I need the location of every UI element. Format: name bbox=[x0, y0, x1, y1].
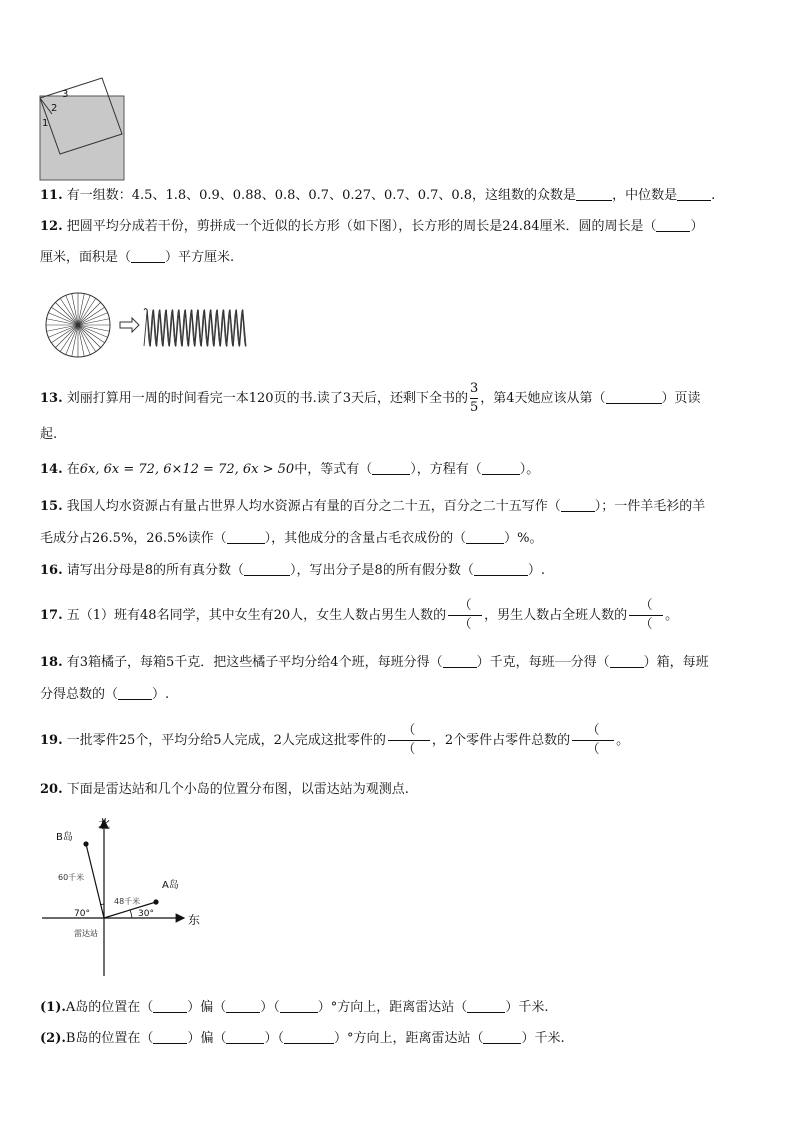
question-number: 18. bbox=[40, 655, 63, 670]
question-text: ）；一件羊毛衫的羊 bbox=[594, 499, 706, 514]
radar-station-label: 雷达站 bbox=[74, 929, 98, 938]
radar-position-diagram bbox=[38, 812, 218, 982]
fraction-answer-blank[interactable] bbox=[448, 598, 482, 633]
arrow-icon bbox=[120, 318, 139, 332]
question-text: ）千米. bbox=[521, 1031, 565, 1046]
question-text: 有一组数：4.5、1.8、0.9、0.88、0.8、0.7、0.27、0.7、0.7、0.8，这组数的众数是 bbox=[66, 188, 577, 203]
question-text: 下面是雷达站和几个小岛的位置分布图，以雷达站为观测点. bbox=[66, 782, 409, 797]
question-text: ，2个零件占零件总数的 bbox=[431, 733, 571, 748]
answer-blank-improper-fractions[interactable] bbox=[474, 562, 528, 576]
answer-blank-distance[interactable] bbox=[483, 1030, 521, 1044]
answer-blank-distance[interactable] bbox=[467, 999, 505, 1013]
question-text: A岛的位置在（ bbox=[65, 1000, 154, 1015]
a-island-point bbox=[153, 899, 158, 904]
question-number: 11. bbox=[40, 188, 63, 203]
a-distance-label: 48千米 bbox=[114, 897, 141, 906]
answer-blank-proper-fractions[interactable] bbox=[244, 562, 290, 576]
fraction-answer-blank[interactable] bbox=[572, 723, 614, 758]
rotated-square-figure bbox=[38, 76, 128, 182]
question-number: 13. bbox=[40, 391, 63, 406]
answer-blank-other-percent[interactable] bbox=[466, 530, 504, 544]
paren: （ bbox=[639, 617, 653, 632]
question-number: 20. bbox=[40, 782, 63, 797]
question-text: ）偏（ bbox=[187, 1000, 227, 1015]
answer-blank-angle[interactable] bbox=[280, 999, 318, 1013]
sector-circle bbox=[46, 293, 110, 357]
angle-arc-a bbox=[130, 910, 132, 918]
question-14 bbox=[40, 461, 539, 479]
question-text: ，第4天她应该从第（ bbox=[480, 391, 606, 406]
question-text: 分得总数的（ bbox=[40, 687, 119, 702]
question-text: 刘丽打算用一周的时间看完一本120页的书.读了3天后，还剩下全书的 bbox=[66, 391, 468, 406]
a-island-label: A岛 bbox=[162, 880, 179, 891]
question-text: ）平方厘米. bbox=[165, 250, 235, 265]
question-12 bbox=[40, 218, 704, 236]
angle-b-label: 70° bbox=[74, 909, 90, 919]
question-text: ）偏（ bbox=[187, 1031, 227, 1046]
paren: （ bbox=[586, 723, 600, 738]
angle-a-label: 30° bbox=[138, 909, 154, 919]
fraction-numerator: 3 bbox=[469, 381, 479, 396]
answer-blank-median[interactable] bbox=[677, 187, 711, 201]
question-text: 起. bbox=[40, 427, 58, 442]
question-text: ，中位数是 bbox=[612, 188, 678, 203]
question-number: 15. bbox=[40, 499, 63, 514]
question-text: 在 bbox=[66, 462, 80, 477]
angle-label-3: 3 bbox=[62, 89, 69, 100]
question-text: ），方程有（ bbox=[410, 462, 482, 477]
answer-blank-direction-2[interactable] bbox=[226, 999, 260, 1013]
question-20 bbox=[40, 781, 409, 799]
b-island-point bbox=[83, 841, 88, 846]
question-text: 分得（ bbox=[570, 655, 610, 670]
answer-blank-equation-solutions[interactable] bbox=[482, 461, 520, 475]
question-text: 请写出分母是8的所有真分数（ bbox=[66, 563, 245, 578]
east-label: 东 bbox=[188, 913, 201, 927]
answer-blank-direction-1[interactable] bbox=[153, 1030, 187, 1044]
b-island-line bbox=[86, 844, 104, 918]
question-13-line2 bbox=[40, 426, 57, 444]
question-15 bbox=[40, 498, 705, 516]
question-17 bbox=[40, 597, 678, 635]
question-19 bbox=[40, 722, 629, 760]
question-text: 一批零件25个，平均分给5人完成，2人完成这批零件的 bbox=[66, 733, 386, 748]
angle-label-1: 1 bbox=[42, 118, 49, 129]
answer-blank-mode[interactable] bbox=[576, 187, 612, 201]
fraction bbox=[470, 381, 478, 416]
question-number: 12. bbox=[40, 219, 63, 234]
answer-blank-boxes[interactable] bbox=[610, 654, 644, 668]
question-number: 17. bbox=[40, 608, 63, 623]
paren: （ bbox=[458, 617, 472, 632]
question-text: 五（1）班有48名同学，其中女生有20人，女生人数占男生人数的 bbox=[66, 608, 447, 623]
circle-to-rectangle-figure bbox=[44, 290, 254, 362]
answer-blank-area[interactable] bbox=[131, 249, 165, 263]
question-text: ）千米. bbox=[505, 1000, 549, 1015]
angle-label-2: 2 bbox=[51, 103, 58, 114]
question-text: 毛成分占26.5%，26.5%读作（ bbox=[40, 531, 227, 546]
question-20-part-2 bbox=[40, 1030, 565, 1048]
answer-blank-percent-write[interactable] bbox=[561, 498, 595, 512]
question-text: ）箱，每班 bbox=[643, 655, 709, 670]
question-text: ）°方向上，距离雷达站（ bbox=[317, 1000, 468, 1015]
question-13 bbox=[40, 381, 701, 416]
answer-blank-equations[interactable] bbox=[372, 461, 410, 475]
question-20-part-1 bbox=[40, 999, 548, 1017]
question-text: ）%。 bbox=[504, 531, 543, 546]
question-18-line2 bbox=[40, 686, 169, 704]
question-text: ）. bbox=[152, 687, 170, 702]
question-text: ）页读 bbox=[661, 391, 701, 406]
question-text: 有3箱橘子，每箱5千克．把这些橘子平均分给4个班，每班分得（ bbox=[66, 655, 443, 670]
question-text: ）°方向上，距离雷达站（ bbox=[333, 1031, 484, 1046]
question-text: 我国人均水资源占有量占世界人均水资源占有量的百分之二十五，百分之二十五写作（ bbox=[66, 499, 561, 514]
question-text: ）（ bbox=[260, 1000, 280, 1015]
zigzag-rectangle bbox=[144, 309, 246, 347]
paren: （ bbox=[458, 598, 472, 613]
question-11 bbox=[40, 187, 715, 205]
question-text: ），其他成分的含量占毛衣成份的（ bbox=[264, 531, 467, 546]
paren: （ bbox=[402, 723, 416, 738]
answer-blank-percent-read[interactable] bbox=[227, 530, 265, 544]
question-text: 厘米，面积是（ bbox=[40, 250, 132, 265]
question-text: ）. bbox=[527, 563, 545, 578]
answer-blank-kg[interactable] bbox=[443, 654, 477, 668]
fraction-answer-blank[interactable] bbox=[629, 598, 663, 633]
paren: （ bbox=[639, 598, 653, 613]
question-text: B岛的位置在（ bbox=[65, 1031, 154, 1046]
paren: （ bbox=[586, 742, 600, 757]
answer-blank-angle[interactable] bbox=[284, 1030, 334, 1044]
paren: （ bbox=[402, 742, 416, 757]
question-text: ），写出分子是8的所有假分数（ bbox=[290, 563, 474, 578]
answer-blank-direction-2[interactable] bbox=[226, 1030, 264, 1044]
answer-blank-circumference[interactable] bbox=[656, 218, 690, 232]
answer-blank-direction-1[interactable] bbox=[153, 999, 187, 1013]
question-number: 14. bbox=[40, 462, 63, 477]
question-number: 19. bbox=[40, 733, 63, 748]
question-text: 。 bbox=[616, 733, 630, 748]
sub-question-number: (2). bbox=[40, 1031, 66, 1046]
question-text: ）（ bbox=[264, 1031, 284, 1046]
question-text: ）千克，每班 bbox=[476, 655, 555, 670]
b-distance-label: 60千米 bbox=[58, 873, 85, 882]
paren: ） bbox=[690, 219, 704, 234]
question-text: ）。 bbox=[519, 462, 540, 477]
question-15-line2 bbox=[40, 530, 542, 548]
question-text: . bbox=[711, 188, 716, 203]
b-island-label: B岛 bbox=[56, 832, 73, 843]
dash-mark bbox=[555, 661, 571, 662]
question-text: ，男生人数占全班人数的 bbox=[484, 608, 628, 623]
north-label: 北 bbox=[98, 817, 111, 831]
question-text: 。 bbox=[665, 608, 679, 623]
answer-blank-fraction[interactable] bbox=[118, 686, 152, 700]
question-number: 16. bbox=[40, 563, 63, 578]
sub-question-number: (1). bbox=[40, 1000, 66, 1015]
question-16 bbox=[40, 562, 545, 580]
math-expression: 6x, 6x = 72, 6×12 = 72, 6x > 50 bbox=[79, 462, 295, 477]
question-12-line2 bbox=[40, 249, 234, 267]
answer-blank-page[interactable] bbox=[606, 390, 662, 404]
question-18 bbox=[40, 654, 709, 672]
question-text: 把圆平均分成若干份，剪拼成一个近似的长方形（如下图），长方形的周长是24.84厘米．圆的周长是（ bbox=[66, 219, 657, 234]
fraction-denominator: 5 bbox=[469, 400, 479, 415]
fraction-answer-blank[interactable] bbox=[388, 723, 430, 758]
question-text: 中，等式有（ bbox=[294, 462, 373, 477]
